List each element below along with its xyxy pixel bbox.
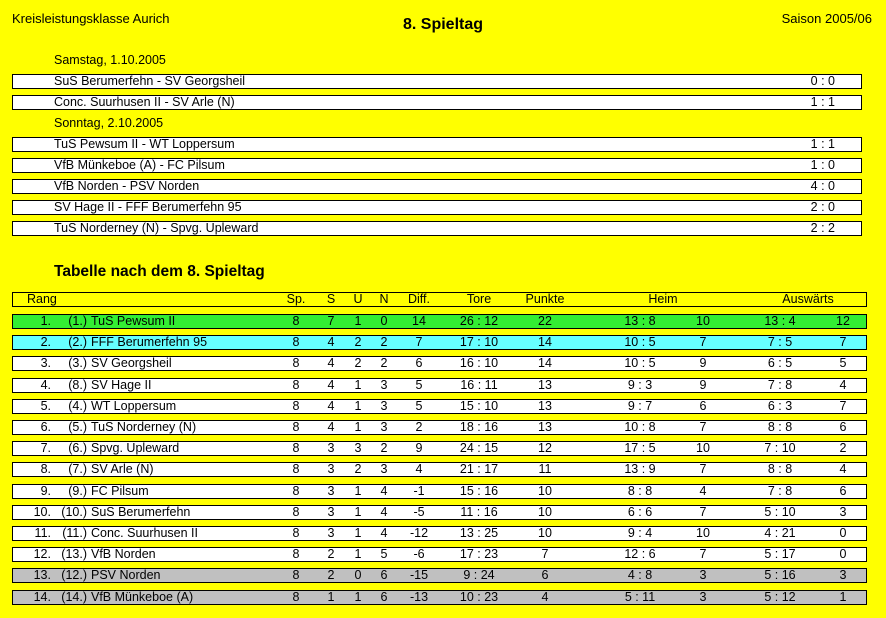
away-goals: 6 : 3 — [767, 398, 793, 413]
home-points: 3 — [699, 568, 707, 583]
games-played: 8 — [292, 420, 300, 434]
home-goals: 9 : 4 — [627, 526, 653, 540]
page-title: 8. Spieltag — [402, 16, 484, 33]
draws: 1 — [354, 398, 362, 413]
table-title: Tabelle nach dem 8. Spieltag — [54, 263, 265, 280]
match-row — [12, 158, 862, 173]
draws: 2 — [354, 462, 362, 477]
draws: 1 — [354, 377, 362, 392]
away-goals: 7 : 8 — [767, 377, 793, 392]
away-points: 0 — [839, 547, 847, 562]
header-rang: Rang — [27, 292, 57, 306]
away-points: 6 — [839, 420, 847, 434]
previous-rank: (13.) — [61, 547, 87, 562]
table-row — [12, 590, 867, 605]
losses: 3 — [380, 398, 388, 413]
match-result: 1 : 1 — [810, 95, 835, 109]
header-sp: Sp. — [286, 292, 306, 306]
goal-difference: 2 — [415, 420, 423, 434]
home-points: 7 — [699, 335, 707, 350]
points: 13 — [538, 420, 552, 434]
header-heim: Heim — [648, 292, 678, 306]
away-points: 6 — [839, 483, 847, 498]
home-points: 6 — [699, 398, 707, 413]
goals: 15 : 16 — [459, 483, 499, 498]
table-row — [12, 568, 867, 583]
header-punkte: Punkte — [525, 292, 565, 306]
previous-rank: (12.) — [61, 568, 87, 583]
home-goals: 10 : 5 — [624, 356, 656, 371]
draws: 2 — [354, 356, 362, 371]
match-teams: SV Hage II - FFF Berumerfehn 95 — [54, 200, 242, 214]
previous-rank: (10.) — [61, 504, 87, 519]
match-result: 2 : 2 — [810, 221, 835, 235]
home-goals: 10 : 8 — [624, 420, 656, 434]
team-name: TuS Pewsum II — [91, 314, 176, 328]
games-played: 8 — [292, 314, 300, 328]
team-name: SV Georgsheil — [91, 356, 172, 371]
draws: 1 — [354, 314, 362, 328]
games-played: 8 — [292, 568, 300, 583]
previous-rank: (4.) — [68, 398, 87, 413]
goals: 16 : 10 — [459, 356, 499, 371]
games-played: 8 — [292, 526, 300, 540]
rank: 8. — [40, 462, 51, 477]
match-row — [12, 179, 862, 194]
losses: 3 — [380, 377, 388, 392]
home-points: 3 — [699, 589, 707, 604]
losses: 3 — [380, 420, 388, 434]
wins: 3 — [327, 462, 335, 477]
goal-difference: 5 — [415, 377, 423, 392]
wins: 4 — [327, 420, 335, 434]
away-goals: 8 : 8 — [767, 462, 793, 477]
rank: 6. — [40, 420, 51, 434]
goals: 9 : 24 — [463, 568, 495, 583]
points: 22 — [538, 314, 552, 328]
match-result: 1 : 0 — [810, 158, 835, 172]
goal-difference: 5 — [415, 398, 423, 413]
home-goals: 4 : 8 — [627, 568, 653, 583]
goal-difference: -6 — [413, 547, 425, 562]
home-points: 7 — [699, 547, 707, 562]
games-played: 8 — [292, 377, 300, 392]
match-row — [12, 137, 862, 152]
match-row — [12, 74, 862, 89]
goal-difference: -15 — [409, 568, 429, 583]
header-u: U — [353, 292, 363, 306]
losses: 6 — [380, 568, 388, 583]
table-row — [12, 547, 867, 562]
home-points: 7 — [699, 420, 707, 434]
rank: 13. — [33, 568, 51, 583]
table-header-row — [12, 292, 867, 307]
match-row — [12, 200, 862, 215]
points: 10 — [538, 526, 552, 540]
team-name: Spvg. Upleward — [91, 441, 180, 456]
away-goals: 7 : 5 — [767, 335, 793, 350]
draws: 2 — [354, 335, 362, 350]
goals: 17 : 23 — [459, 547, 499, 562]
wins: 1 — [327, 589, 335, 604]
wins: 4 — [327, 398, 335, 413]
wins: 2 — [327, 547, 335, 562]
table-row — [12, 378, 867, 393]
home-points: 9 — [699, 356, 707, 371]
goal-difference: 7 — [415, 335, 423, 350]
draws: 1 — [354, 420, 362, 434]
day-label: Samstag, 1.10.2005 — [54, 53, 166, 67]
goal-difference: 6 — [415, 356, 423, 371]
away-points: 4 — [839, 462, 847, 477]
away-goals: 5 : 12 — [764, 589, 796, 604]
table-row — [12, 314, 867, 329]
away-points: 1 — [839, 589, 847, 604]
table-row — [12, 356, 867, 371]
points: 7 — [541, 547, 549, 562]
points: 6 — [541, 568, 549, 583]
match-result: 4 : 0 — [810, 179, 835, 193]
day-label: Sonntag, 2.10.2005 — [54, 116, 164, 130]
season-label: Saison 2005/06 — [781, 11, 872, 26]
home-goals: 13 : 9 — [624, 462, 656, 477]
away-goals: 4 : 21 — [764, 526, 796, 540]
goals: 18 : 16 — [459, 420, 499, 434]
rank: 9. — [40, 483, 51, 498]
rank: 3. — [40, 356, 51, 371]
away-points: 0 — [839, 526, 847, 540]
losses: 2 — [380, 356, 388, 371]
goal-difference: -5 — [413, 504, 425, 519]
wins: 3 — [327, 526, 335, 540]
losses: 4 — [380, 526, 388, 540]
goals: 26 : 12 — [459, 314, 499, 328]
goal-difference: 14 — [412, 314, 426, 328]
header-n: N — [379, 292, 389, 306]
home-goals: 8 : 8 — [627, 483, 653, 498]
home-goals: 6 : 6 — [627, 504, 653, 519]
away-points: 7 — [839, 335, 847, 350]
losses: 3 — [380, 462, 388, 477]
home-goals: 12 : 6 — [624, 547, 656, 562]
away-points: 3 — [839, 504, 847, 519]
rank: 11. — [34, 526, 51, 540]
rank: 2. — [40, 335, 51, 350]
draws: 1 — [354, 526, 362, 540]
table-row — [12, 420, 867, 435]
goal-difference: 9 — [415, 441, 423, 456]
goals: 13 : 25 — [459, 526, 499, 540]
games-played: 8 — [292, 356, 300, 371]
rank: 7. — [40, 441, 51, 456]
home-goals: 9 : 3 — [627, 377, 653, 392]
table-row — [12, 399, 867, 414]
previous-rank: (7.) — [68, 462, 87, 477]
points: 4 — [541, 589, 549, 604]
losses: 2 — [380, 441, 388, 456]
home-points: 9 — [699, 377, 707, 392]
losses: 4 — [380, 504, 388, 519]
match-result: 2 : 0 — [810, 200, 835, 214]
match-teams: VfB Norden - PSV Norden — [54, 179, 200, 193]
home-goals: 10 : 5 — [624, 335, 656, 350]
wins: 3 — [327, 504, 335, 519]
match-row — [12, 95, 862, 110]
games-played: 8 — [292, 483, 300, 498]
draws: 0 — [354, 568, 362, 583]
match-teams: TuS Pewsum II - WT Loppersum — [54, 137, 235, 151]
previous-rank: (9.) — [68, 483, 87, 498]
away-goals: 5 : 17 — [764, 547, 796, 562]
match-teams: SuS Berumerfehn - SV Georgsheil — [54, 74, 246, 88]
wins: 4 — [327, 356, 335, 371]
draws: 1 — [354, 504, 362, 519]
games-played: 8 — [292, 398, 300, 413]
games-played: 8 — [292, 441, 300, 456]
team-name: Conc. Suurhusen II — [91, 526, 199, 540]
header-auswaerts: Auswärts — [782, 292, 834, 306]
league-name: Kreisleistungsklasse Aurich — [12, 11, 170, 26]
rank: 4. — [40, 377, 51, 392]
team-name: VfB Münkeboe (A) — [91, 589, 194, 604]
team-name: VfB Norden — [91, 547, 156, 562]
home-goals: 5 : 11 — [624, 589, 656, 604]
points: 11 — [538, 462, 552, 477]
away-points: 3 — [839, 568, 847, 583]
header-tore: Tore — [466, 292, 492, 306]
table-row — [12, 526, 867, 541]
games-played: 8 — [292, 504, 300, 519]
table-row — [12, 484, 867, 499]
losses: 4 — [380, 483, 388, 498]
team-name: SV Arle (N) — [91, 462, 154, 477]
table-row — [12, 441, 867, 456]
previous-rank: (5.) — [68, 420, 87, 434]
points: 14 — [538, 356, 552, 371]
previous-rank: (14.) — [61, 589, 87, 604]
points: 14 — [538, 335, 552, 350]
losses: 5 — [380, 547, 388, 562]
goal-difference: -1 — [413, 483, 425, 498]
team-name: FFF Berumerfehn 95 — [91, 335, 208, 350]
home-goals: 17 : 5 — [624, 441, 656, 456]
match-teams: TuS Norderney (N) - Spvg. Upleward — [54, 221, 259, 235]
away-goals: 7 : 10 — [764, 441, 796, 456]
wins: 4 — [327, 377, 335, 392]
home-goals: 9 : 7 — [627, 398, 653, 413]
match-row — [12, 221, 862, 236]
games-played: 8 — [292, 547, 300, 562]
goal-difference: -12 — [409, 526, 429, 540]
rank: 1. — [40, 314, 51, 328]
previous-rank: (8.) — [68, 377, 87, 392]
goals: 21 : 17 — [459, 462, 499, 477]
team-name: PSV Norden — [91, 568, 161, 583]
header-s: S — [326, 292, 336, 306]
points: 13 — [538, 398, 552, 413]
goal-difference: 4 — [415, 462, 423, 477]
goals: 11 : 16 — [460, 504, 498, 519]
draws: 1 — [354, 589, 362, 604]
rank: 12. — [33, 547, 51, 562]
away-points: 2 — [839, 441, 847, 456]
goals: 24 : 15 — [459, 441, 499, 456]
home-points: 10 — [696, 314, 710, 328]
match-result: 1 : 1 — [810, 137, 835, 151]
wins: 7 — [327, 314, 335, 328]
games-played: 8 — [292, 589, 300, 604]
previous-rank: (1.) — [68, 314, 87, 328]
games-played: 8 — [292, 462, 300, 477]
away-goals: 5 : 10 — [764, 504, 796, 519]
table-row — [12, 335, 867, 350]
goals: 16 : 11 — [460, 377, 498, 392]
goals: 10 : 23 — [459, 589, 499, 604]
losses: 2 — [380, 335, 388, 350]
home-goals: 13 : 8 — [624, 314, 656, 328]
wins: 3 — [327, 483, 335, 498]
team-name: WT Loppersum — [91, 398, 177, 413]
previous-rank: (6.) — [68, 441, 87, 456]
away-goals: 6 : 5 — [767, 356, 793, 371]
previous-rank: (3.) — [68, 356, 87, 371]
home-points: 4 — [699, 483, 707, 498]
previous-rank: (2.) — [68, 335, 87, 350]
away-points: 5 — [839, 356, 847, 371]
points: 13 — [538, 377, 552, 392]
away-goals: 7 : 8 — [767, 483, 793, 498]
wins: 4 — [327, 335, 335, 350]
wins: 3 — [327, 441, 335, 456]
points: 10 — [538, 483, 552, 498]
away-points: 7 — [839, 398, 847, 413]
rank: 5. — [40, 398, 51, 413]
losses: 0 — [380, 314, 388, 328]
team-name: FC Pilsum — [91, 483, 149, 498]
home-points: 10 — [696, 526, 710, 540]
games-played: 8 — [292, 335, 300, 350]
match-result: 0 : 0 — [810, 74, 835, 88]
away-goals: 8 : 8 — [767, 420, 793, 434]
home-points: 7 — [699, 504, 707, 519]
away-points: 4 — [839, 377, 847, 392]
points: 12 — [538, 441, 552, 456]
home-points: 10 — [696, 441, 710, 456]
home-points: 7 — [699, 462, 707, 477]
goal-difference: -13 — [409, 589, 429, 604]
rank: 14. — [33, 589, 51, 604]
away-goals: 13 : 4 — [764, 314, 796, 328]
wins: 2 — [327, 568, 335, 583]
points: 10 — [538, 504, 552, 519]
goals: 15 : 10 — [459, 398, 499, 413]
draws: 3 — [354, 441, 362, 456]
table-row — [12, 505, 867, 520]
table-row — [12, 462, 867, 477]
team-name: TuS Norderney (N) — [91, 420, 197, 434]
previous-rank: (11.) — [62, 526, 87, 540]
team-name: SV Hage II — [91, 377, 152, 392]
away-goals: 5 : 16 — [764, 568, 796, 583]
draws: 1 — [354, 483, 362, 498]
team-name: SuS Berumerfehn — [91, 504, 191, 519]
draws: 1 — [354, 547, 362, 562]
rank: 10. — [33, 504, 51, 519]
away-points: 12 — [836, 314, 850, 328]
losses: 6 — [380, 589, 388, 604]
match-teams: VfB Münkeboe (A) - FC Pilsum — [54, 158, 225, 172]
goals: 17 : 10 — [459, 335, 499, 350]
match-teams: Conc. Suurhusen II - SV Arle (N) — [54, 95, 235, 109]
header-diff: Diff. — [408, 292, 430, 306]
